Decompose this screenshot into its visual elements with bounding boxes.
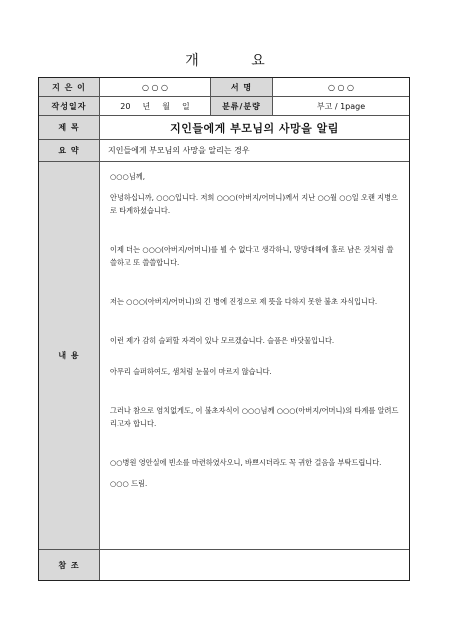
content-row xyxy=(39,162,409,550)
subject-label: 제 목 xyxy=(39,116,100,139)
reference-label: 참 조 xyxy=(39,550,100,580)
category-label: 분류/분량 xyxy=(211,97,273,115)
content-paragraph-2: 이제 더는 ○○○(아버지/어머니)를 뵐 수 없다고 생각하니, 망망대해에 홀로 남은 것처럼 쓸쓸하고 또 쓸쓸합니다. xyxy=(110,245,394,267)
author-row xyxy=(39,78,409,97)
signature-value: ○ ○ ○ xyxy=(327,82,355,92)
content-body xyxy=(100,162,409,549)
date-row xyxy=(39,97,409,116)
reference-value xyxy=(100,550,409,580)
date-year-unit: 년 xyxy=(142,101,151,111)
summary-value: 지인들에게 부모님의 사망을 알리는 경우 xyxy=(108,146,250,155)
author-label: 지 은 이 xyxy=(39,78,100,96)
date-label: 작성일자 xyxy=(39,97,100,115)
subject-row xyxy=(39,116,409,140)
reference-row xyxy=(39,550,409,580)
date-value xyxy=(100,97,211,115)
content-paragraph-1: 안녕하십니까, ○○○입니다. 저희 ○○○(아버지/어머니)께서 지난 ○○월 ○○일 오랜 지병으로 타계하셨습니다. xyxy=(110,193,399,215)
content-paragraph-5: 아무리 슬퍼하여도, 샘처럼 눈물이 마르지 않습니다. xyxy=(110,367,272,376)
summary-form xyxy=(38,77,410,581)
subject-value: 지인들에게 부모님의 사망을 알림 xyxy=(170,121,339,135)
date-day-unit: 일 xyxy=(181,101,190,111)
content-paragraph-6: 그러나 참으로 염치없게도, 이 불초자식이 ○○○님께 ○○○(아버지/어머니)의 타계를 알려드리고자 합니다. xyxy=(110,406,399,428)
date-month-unit: 월 xyxy=(162,101,170,111)
date-year: 20 xyxy=(120,101,131,111)
signature-label: 서 명 xyxy=(211,78,273,96)
content-paragraph-7: ○○병원 영안실에 빈소를 마련하였사오니, 바쁘시더라도 꼭 귀한 걸음을 부탁드립니다. xyxy=(110,458,382,467)
summary-label: 요 약 xyxy=(39,140,100,161)
content-greeting: ○○○님께, xyxy=(110,172,145,181)
content-paragraph-3: 저는 ○○○(아버지/어머니)의 긴 병에 진정으로 제 뜻을 다하지 못한 불초 자식입니다. xyxy=(110,297,378,306)
content-label: 내 용 xyxy=(39,162,100,549)
category-value: 부고 / 1page xyxy=(316,101,366,111)
content-paragraph-4: 이런 제가 감히 슬퍼할 자격이 있나 모르겠습니다. 슬픔은 바닷물입니다. xyxy=(110,336,335,345)
document-title: 개 요 xyxy=(185,53,289,69)
content-closing: ○○○ 드림. xyxy=(110,479,148,488)
summary-row xyxy=(39,140,409,162)
author-value: ○ ○ ○ xyxy=(100,78,211,96)
